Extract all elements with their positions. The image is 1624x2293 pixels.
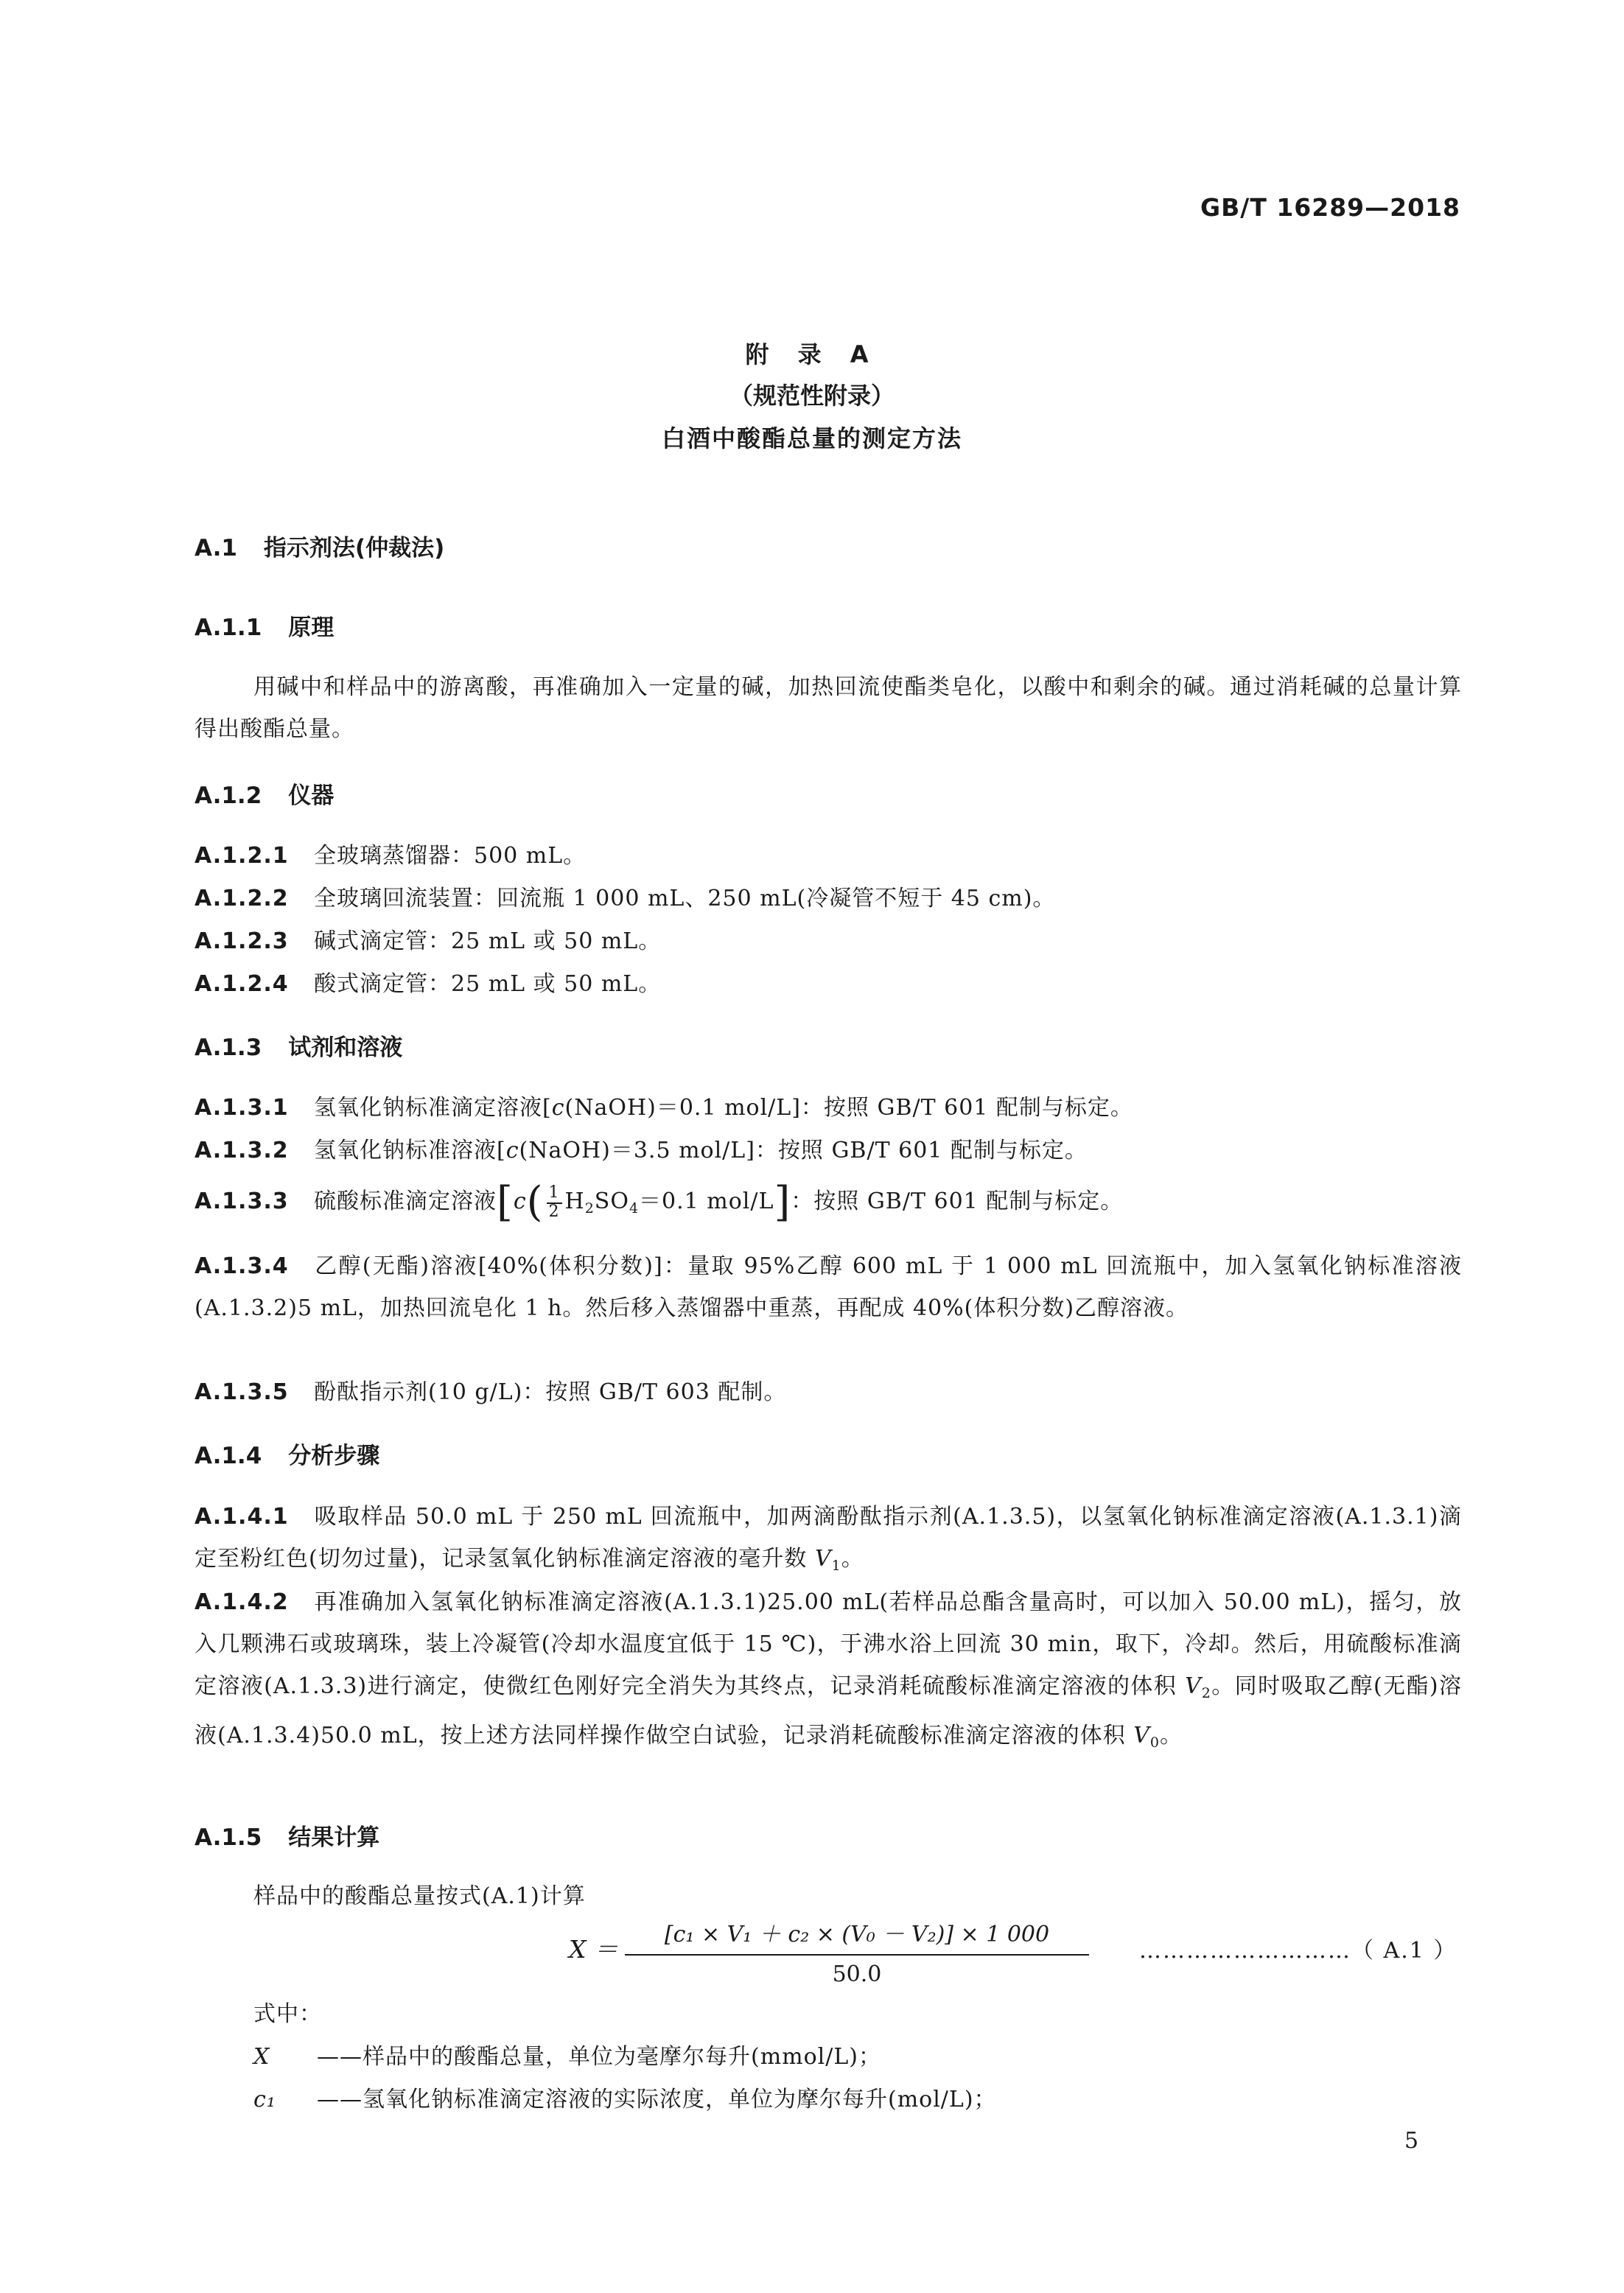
formula-denominator: 50.0 bbox=[832, 1961, 882, 1987]
paren-left: ( bbox=[526, 1178, 544, 1226]
clause-a122 bbox=[195, 880, 1055, 912]
section-heading-a12 bbox=[195, 777, 334, 810]
section-heading-a1 bbox=[195, 529, 444, 562]
definition-text: ——氢氧化钠标准滴定溶液的实际浓度，单位为摩尔每升(mol/L)； bbox=[317, 2087, 997, 2112]
section-number: A.1.1 bbox=[195, 615, 262, 641]
volume-subscript: 1 bbox=[831, 1558, 841, 1574]
formula-lhs: X ＝ bbox=[569, 1935, 618, 1964]
principle-paragraph: 用碱中和样品中的游离酸，再准确加入一定量的碱，加热回流使酯类皂化，以酸中和剩余的碱。通过消耗碱的总量计算得出酸酯总量。 bbox=[195, 674, 1462, 742]
clause-text: 氢氧化钠标准滴定溶液[ bbox=[314, 1095, 552, 1121]
section-number: A.1.5 bbox=[195, 1824, 262, 1851]
clause-text: 氢氧化钠标准溶液[ bbox=[314, 1138, 506, 1163]
annex-type: （规范性附录） bbox=[729, 382, 895, 410]
volume-symbol: V bbox=[1133, 1723, 1150, 1748]
fraction-denominator: 2 bbox=[548, 1202, 560, 1221]
formula-h: H bbox=[564, 1188, 585, 1214]
definition-symbol: X bbox=[253, 2044, 270, 2070]
formula-numerator: [c₁ × V₁ ＋ c₂ × (V₀ － V₂)] × 1 000 bbox=[625, 1916, 1089, 1956]
clause-number: A.1.2.1 bbox=[195, 843, 289, 869]
clause-text: 碱式滴定管：25 mL 或 50 mL。 bbox=[314, 928, 662, 954]
clause-text: (NaOH)＝0.1 mol/L]：按照 GB/T 601 配制与标定。 bbox=[564, 1095, 1133, 1121]
definition-c1 bbox=[253, 2081, 997, 2113]
clause-a142 bbox=[195, 1581, 1462, 1764]
clause-a133 bbox=[195, 1178, 1124, 1226]
concentration-symbol: c bbox=[505, 1138, 519, 1163]
clause-text: 吸取样品 50.0 mL 于 250 mL 回流瓶中，加两滴酚酞指示剂(A.1.3.5)，以氢氧化钠标准滴定溶液(A.1.3.1)滴定至粉红色(切勿过量)，记录氢氧化钠标准滴定溶液的毫升数 bbox=[195, 1504, 1462, 1572]
bracket-left: [ bbox=[497, 1178, 514, 1226]
section-title: 结果计算 bbox=[288, 1824, 380, 1851]
clause-number: A.1.2.4 bbox=[195, 971, 289, 997]
clause-a132 bbox=[195, 1132, 1088, 1164]
clause-text: (NaOH)＝3.5 mol/L]：按照 GB/T 601 配制与标定。 bbox=[519, 1138, 1088, 1163]
clause-text: 酚酞指示剂(10 g/L)：按照 GB/T 603 配制。 bbox=[314, 1379, 787, 1405]
volume-subscript: 0 bbox=[1149, 1734, 1160, 1751]
volume-subscript: 2 bbox=[1201, 1685, 1211, 1701]
formula-so-subscript: 4 bbox=[629, 1200, 640, 1216]
clause-a141 bbox=[195, 1496, 1462, 1587]
clause-number: A.1.2.2 bbox=[195, 886, 289, 911]
section-title: 原理 bbox=[288, 615, 335, 641]
clause-text: 再准确加入氢氧化钠标准滴定溶液(A.1.3.1)25.00 mL(若样品总酯含量高时，可以加入 50.00 mL)，摇匀，放入几颗沸石或玻璃珠，装上冷凝管(冷却水温度宜低于 15 ℃)，于沸水浴上回流 30 min，取下，冷却。然后，用硫酸标准滴定溶液(A.1.3.3)进行滴定，使微红色刚好完全消失为其终点，记录消耗硫酸标准滴定溶液的体积 bbox=[195, 1589, 1462, 1699]
annex-title: 白酒中酸酯总量的测定方法 bbox=[661, 424, 962, 452]
clause-number: A.1.4.1 bbox=[195, 1504, 289, 1530]
clause-number: A.1.2.3 bbox=[195, 928, 289, 954]
clause-end: 。 bbox=[841, 1546, 864, 1572]
clause-text: ：按照 GB/T 601 配制与标定。 bbox=[791, 1188, 1124, 1214]
concentration-symbol: c bbox=[551, 1095, 565, 1121]
half-fraction bbox=[547, 1185, 562, 1220]
formula-intro: 样品中的酸酯总量按式(A.1)计算 bbox=[253, 1883, 586, 1909]
section-number: A.1.3 bbox=[195, 1035, 262, 1061]
formula-label: ………………………（ A.1 ） bbox=[1139, 1938, 1457, 1964]
fraction-numerator: 1 bbox=[547, 1185, 562, 1204]
annex-label: 附 录 A bbox=[745, 340, 879, 368]
clause-a131 bbox=[195, 1089, 1133, 1121]
volume-symbol: V bbox=[1185, 1673, 1202, 1699]
clause-end: 。 bbox=[1159, 1723, 1183, 1748]
formula-so: SO bbox=[594, 1188, 629, 1214]
clause-number: A.1.3.5 bbox=[195, 1379, 289, 1405]
concentration-symbol: c bbox=[513, 1188, 527, 1214]
definition-x bbox=[253, 2038, 881, 2070]
clause-number: A.1.3.3 bbox=[195, 1188, 289, 1214]
definition-text: ——样品中的酸酯总量，单位为毫摩尔每升(mmol/L)； bbox=[317, 2044, 881, 2070]
clause-text: 乙醇(无酯)溶液[40%(体积分数)]：量取 95%乙醇 600 mL 于 1 000 mL 回流瓶中，加入氢氧化钠标准溶液(A.1.3.2)5 mL，加热回流皂化 1 h。然后移入蒸馏器中重蒸，再配成 40%(体积分数)乙醇溶液。 bbox=[195, 1253, 1463, 1321]
clause-a123 bbox=[195, 923, 661, 955]
clause-number: A.1.3.4 bbox=[195, 1253, 289, 1279]
section-number: A.1.4 bbox=[195, 1443, 262, 1469]
section-title: 仪器 bbox=[288, 783, 335, 809]
formula-h-subscript: 2 bbox=[584, 1200, 595, 1216]
section-title: 分析步骤 bbox=[288, 1443, 380, 1469]
section-heading-a13 bbox=[195, 1029, 402, 1062]
section-heading-a15 bbox=[195, 1818, 379, 1852]
clause-text: 硫酸标准滴定溶液 bbox=[314, 1188, 497, 1214]
standard-number: GB/T 16289—2018 bbox=[1200, 193, 1460, 222]
clause-number: A.1.3.1 bbox=[195, 1095, 289, 1121]
section-number: A.1.2 bbox=[195, 783, 262, 809]
section-title: 试剂和溶液 bbox=[288, 1035, 403, 1061]
clause-text: 全玻璃回流装置：回流瓶 1 000 mL、250 mL(冷凝管不短于 45 cm)。 bbox=[314, 886, 1056, 911]
clause-a121 bbox=[195, 837, 586, 869]
clause-text: 酸式滴定管：25 mL 或 50 mL。 bbox=[314, 971, 662, 997]
clause-number: A.1.3.2 bbox=[195, 1138, 289, 1163]
page-number: 5 bbox=[1404, 2128, 1419, 2154]
clause-a134 bbox=[195, 1245, 1462, 1329]
clause-a135 bbox=[195, 1373, 786, 1406]
where-label: 式中： bbox=[253, 2001, 322, 2027]
clause-a124 bbox=[195, 965, 661, 998]
section-title: 指示剂法(仲裁法) bbox=[263, 535, 445, 561]
clause-number: A.1.4.2 bbox=[195, 1589, 289, 1615]
clause-text: 。同时吸取乙醇(无酯)溶液(A.1.3.4)50.0 mL，按上述方法同样操作做空白试验，记录消耗硫酸标准滴定溶液的体积 bbox=[195, 1673, 1462, 1748]
bracket-right: ] bbox=[774, 1178, 791, 1226]
formula-value: ＝0.1 mol/L bbox=[639, 1188, 774, 1214]
clause-text: 全玻璃蒸馏器：500 mL。 bbox=[314, 843, 587, 869]
volume-symbol: V bbox=[814, 1546, 832, 1572]
section-heading-a11 bbox=[195, 609, 334, 642]
section-number: A.1 bbox=[195, 535, 237, 561]
section-heading-a14 bbox=[195, 1437, 379, 1470]
definition-symbol: c₁ bbox=[253, 2087, 276, 2112]
formula-fraction bbox=[625, 1916, 1089, 1987]
